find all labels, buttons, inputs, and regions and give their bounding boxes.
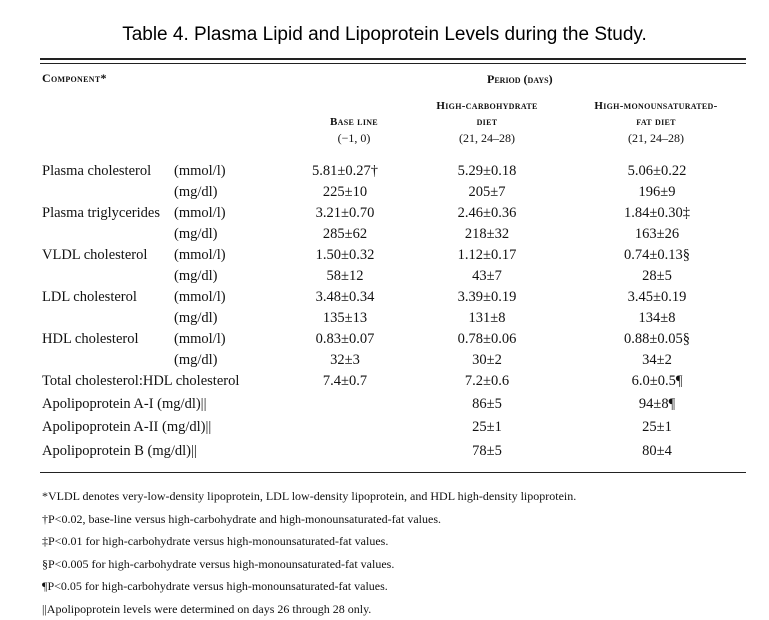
row-unit: (mmol/l) (174, 331, 226, 348)
row-unit: (mg/dl) (174, 184, 218, 201)
row-label: Plasma cholesterol (42, 163, 151, 180)
baseline-value: 0.83±0.07 (270, 331, 420, 348)
high-monounsaturated-fat-value: 6.0±0.5¶ (582, 373, 732, 390)
high-carbohydrate-value: 78±5 (412, 443, 562, 460)
row-unit: (mg/dl) (174, 226, 218, 243)
row-label: Apolipoprotein B (mg/dl)|| (42, 443, 197, 460)
row-unit: (mg/dl) (174, 352, 218, 369)
row-unit: (mg/dl) (174, 268, 218, 285)
component-header: Component* (42, 71, 107, 86)
table-row (0, 331, 769, 352)
column-header-days: (21, 24–28) (397, 130, 577, 146)
column-header-high-carbohydrate (397, 98, 577, 146)
footnotes (42, 485, 576, 620)
row-label: Total cholesterol:HDL cholesterol (42, 373, 239, 390)
baseline-value: 32±3 (270, 352, 420, 369)
column-header-line2: fat diet (566, 114, 746, 130)
row-label: Plasma triglycerides (42, 205, 160, 222)
high-monounsaturated-fat-value: 0.88±0.05§ (582, 331, 732, 348)
column-header-days: (21, 24–28) (566, 130, 746, 146)
high-monounsaturated-fat-value: 94±8¶ (582, 396, 732, 413)
table-row (0, 373, 769, 394)
top-rule-thin (40, 63, 746, 64)
table-row (0, 226, 769, 247)
high-carbohydrate-value: 5.29±0.18 (412, 163, 562, 180)
row-label: Apolipoprotein A-I (mg/dl)|| (42, 396, 206, 413)
high-monounsaturated-fat-value: 196±9 (582, 184, 732, 201)
baseline-value: 3.48±0.34 (270, 289, 420, 306)
high-carbohydrate-value: 3.39±0.19 (412, 289, 562, 306)
high-monounsaturated-fat-value: 28±5 (582, 268, 732, 285)
high-carbohydrate-value: 25±1 (412, 419, 562, 436)
table-row (0, 443, 769, 464)
high-carbohydrate-value: 1.12±0.17 (412, 247, 562, 264)
top-rule-thick (40, 58, 746, 60)
footnote: *VLDL denotes very-low-density lipoprotein, LDL low-density lipoprotein, and HDL high-density lipoprotein. (42, 485, 576, 508)
baseline-value: 1.50±0.32 (270, 247, 420, 264)
table-row (0, 247, 769, 268)
column-header-days: (−1, 0) (264, 130, 444, 146)
high-monounsaturated-fat-value: 34±2 (582, 352, 732, 369)
column-header-line2: Base line (264, 114, 444, 130)
row-label: VLDL cholesterol (42, 247, 147, 264)
high-carbohydrate-value: 218±32 (412, 226, 562, 243)
high-monounsaturated-fat-value: 5.06±0.22 (582, 163, 732, 180)
baseline-value: 58±12 (270, 268, 420, 285)
row-label: LDL cholesterol (42, 289, 137, 306)
column-header-line1: High-monounsaturated- (566, 98, 746, 114)
column-header-line1: High-carbohydrate (397, 98, 577, 114)
high-carbohydrate-value: 2.46±0.36 (412, 205, 562, 222)
baseline-value: 135±13 (270, 310, 420, 327)
high-carbohydrate-value: 30±2 (412, 352, 562, 369)
high-carbohydrate-value: 43±7 (412, 268, 562, 285)
footnote: ¶P<0.05 for high-carbohydrate versus high-monounsaturated-fat values. (42, 575, 576, 598)
high-monounsaturated-fat-value: 1.84±0.30‡ (582, 205, 732, 222)
row-unit: (mmol/l) (174, 205, 226, 222)
high-carbohydrate-value: 131±8 (412, 310, 562, 327)
high-carbohydrate-value: 86±5 (412, 396, 562, 413)
baseline-value: 5.81±0.27† (270, 163, 420, 180)
row-unit: (mg/dl) (174, 310, 218, 327)
table-row (0, 310, 769, 331)
high-monounsaturated-fat-value: 80±4 (582, 443, 732, 460)
column-header-line2: diet (397, 114, 577, 130)
table-row (0, 268, 769, 289)
high-carbohydrate-value: 7.2±0.6 (412, 373, 562, 390)
row-label: HDL cholesterol (42, 331, 139, 348)
table-row (0, 289, 769, 310)
high-monounsaturated-fat-value: 134±8 (582, 310, 732, 327)
table-title: Table 4. Plasma Lipid and Lipoprotein Levels during the Study. (0, 24, 769, 46)
table-row (0, 184, 769, 205)
column-header-high-monounsaturated-fat (566, 98, 746, 146)
row-label: Apolipoprotein A-II (mg/dl)|| (42, 419, 211, 436)
table-row (0, 419, 769, 440)
row-unit: (mmol/l) (174, 247, 226, 264)
table-row (0, 396, 769, 417)
period-header-label: Period (days) (487, 72, 553, 87)
high-carbohydrate-value: 205±7 (412, 184, 562, 201)
table-row (0, 163, 769, 184)
footnote: §P<0.005 for high-carbohydrate versus high-monounsaturated-fat values. (42, 553, 576, 576)
baseline-value: 3.21±0.70 (270, 205, 420, 222)
row-unit: (mmol/l) (174, 163, 226, 180)
table-row (0, 205, 769, 226)
baseline-value: 285±62 (270, 226, 420, 243)
high-monounsaturated-fat-value: 0.74±0.13§ (582, 247, 732, 264)
footnote: †P<0.02, base-line versus high-carbohydrate and high-monounsaturated-fat values. (42, 508, 576, 531)
table-row (0, 352, 769, 373)
footnote: ‡P<0.01 for high-carbohydrate versus high-monounsaturated-fat values. (42, 530, 576, 553)
high-carbohydrate-value: 0.78±0.06 (412, 331, 562, 348)
bottom-rule (40, 472, 746, 473)
baseline-value: 225±10 (270, 184, 420, 201)
baseline-value: 7.4±0.7 (270, 373, 420, 390)
high-monounsaturated-fat-value: 3.45±0.19 (582, 289, 732, 306)
footnote: ||Apolipoprotein levels were determined on days 26 through 28 only. (42, 598, 576, 620)
high-monounsaturated-fat-value: 25±1 (582, 419, 732, 436)
row-unit: (mmol/l) (174, 289, 226, 306)
high-monounsaturated-fat-value: 163±26 (582, 226, 732, 243)
